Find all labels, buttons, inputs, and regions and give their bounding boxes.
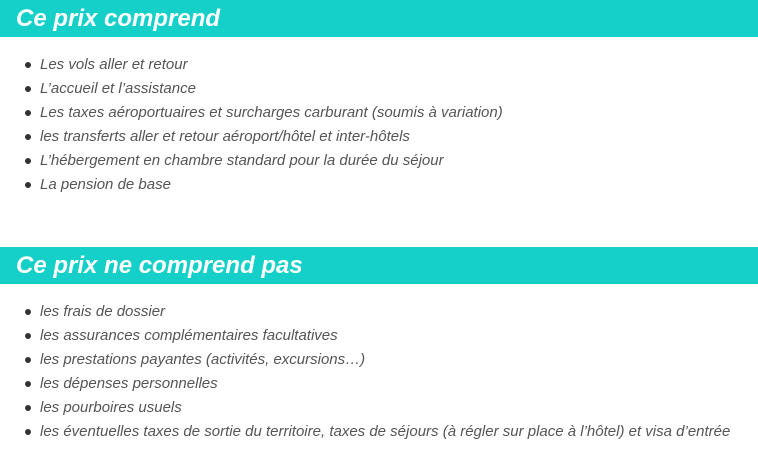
excluded-item-text: les assurances complémentaires facultatives xyxy=(40,327,338,344)
included-section-title: Ce prix comprend xyxy=(0,0,758,37)
bullet-icon xyxy=(25,381,31,387)
included-item-text: Les vols aller et retour xyxy=(40,56,188,73)
excluded-item-text: les frais de dossier xyxy=(40,303,166,320)
excluded-section-title: Ce prix ne comprend pas xyxy=(0,247,758,284)
included-item-text: La pension de base xyxy=(40,176,171,193)
included-list-item xyxy=(0,101,758,125)
included-list-item xyxy=(0,149,758,173)
included-list-item xyxy=(0,125,758,149)
excluded-section xyxy=(0,247,758,440)
included-list-item xyxy=(0,77,758,101)
excluded-list-item xyxy=(0,324,758,348)
excluded-list xyxy=(0,300,758,444)
excluded-list-item xyxy=(0,348,758,372)
included-section xyxy=(0,0,758,193)
bullet-icon xyxy=(25,62,31,68)
bullet-icon xyxy=(25,429,31,435)
excluded-list-item xyxy=(0,300,758,324)
included-list-item xyxy=(0,53,758,77)
bullet-icon xyxy=(25,86,31,92)
bullet-icon xyxy=(25,357,31,363)
included-list xyxy=(0,53,758,197)
bullet-icon xyxy=(25,134,31,140)
included-item-text: Les taxes aéroportuaires et surcharges carburant (soumis à variation) xyxy=(40,104,503,121)
excluded-item-text: les éventuelles taxes de sortie du territoire, taxes de séjours (à régler sur place à l’hôtel) et visa d’entrée xyxy=(40,423,731,440)
included-item-text: L’hébergement en chambre standard pour la durée du séjour xyxy=(40,152,444,169)
excluded-item-text: les dépenses personnelles xyxy=(40,375,218,392)
excluded-list-item xyxy=(0,420,758,444)
excluded-list-item xyxy=(0,396,758,420)
bullet-icon xyxy=(25,182,31,188)
included-item-text: les transferts aller et retour aéroport/hôtel et inter-hôtels xyxy=(40,128,410,145)
bullet-icon xyxy=(25,405,31,411)
included-list-item xyxy=(0,173,758,197)
included-item-text: L’accueil et l’assistance xyxy=(40,80,196,97)
bullet-icon xyxy=(25,333,31,339)
bullet-icon xyxy=(25,158,31,164)
bullet-icon xyxy=(25,110,31,116)
excluded-item-text: les pourboires usuels xyxy=(40,399,182,416)
excluded-list-item xyxy=(0,372,758,396)
bullet-icon xyxy=(25,309,31,315)
excluded-item-text: les prestations payantes (activités, excursions…) xyxy=(40,351,366,368)
